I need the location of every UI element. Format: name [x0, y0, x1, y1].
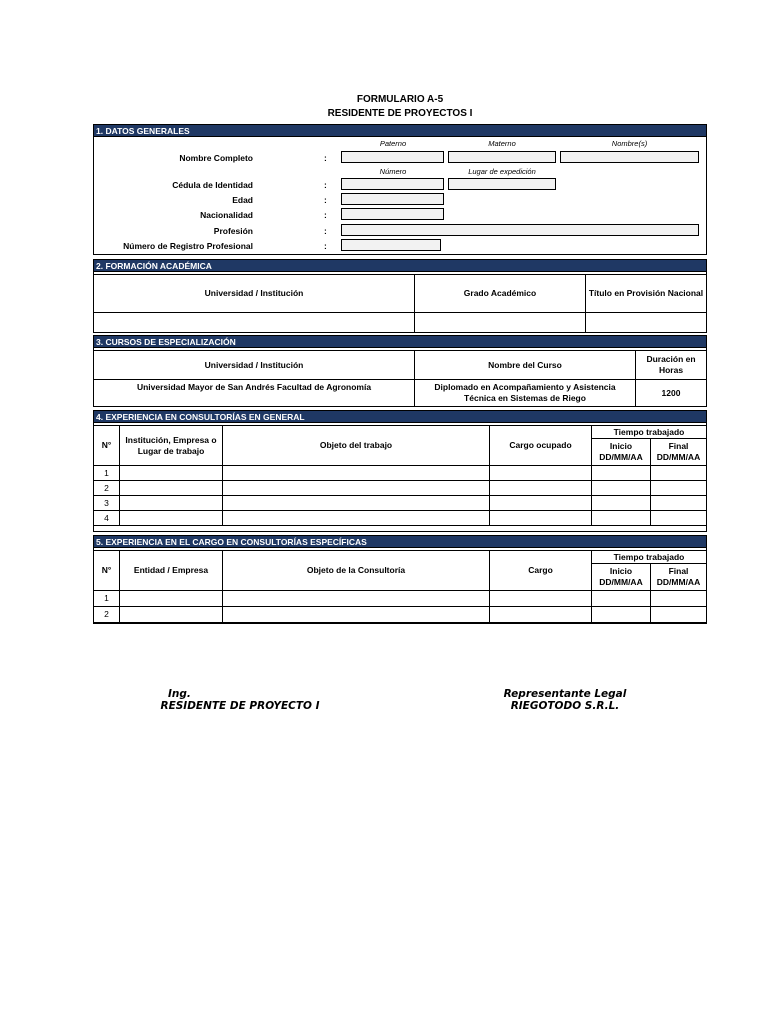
- colon: :: [324, 210, 327, 220]
- header-numero: N°: [94, 551, 120, 591]
- section-cursos-especializacion: [93, 335, 707, 407]
- header-duracion: Duración en Horas: [636, 351, 707, 380]
- header-cargo: Cargo: [490, 551, 592, 591]
- signature-representante: Representante Legal: [503, 688, 627, 700]
- cell-final[interactable]: [651, 591, 707, 607]
- label-nacionalidad: Nacionalidad: [200, 210, 253, 220]
- cell-objeto[interactable]: [223, 466, 490, 481]
- cell-entidad[interactable]: [120, 607, 223, 623]
- sub-numero: Número: [379, 167, 407, 176]
- cell-institucion[interactable]: [120, 511, 223, 526]
- table-row: [94, 511, 707, 526]
- sub-nombres: Nombre(s): [611, 139, 648, 148]
- section-formacion-academica: [93, 259, 707, 333]
- paterno-field[interactable]: [341, 151, 444, 163]
- header-objeto-consultoria: Objeto de la Consultoría: [223, 551, 490, 591]
- header-final: Final DD/MM/AA: [651, 439, 707, 466]
- nombres-field[interactable]: [560, 151, 699, 163]
- cell-inicio[interactable]: [592, 481, 651, 496]
- cell-titulo[interactable]: [586, 313, 707, 333]
- formacion-table: [93, 274, 707, 333]
- label-profesion: Profesión: [213, 226, 253, 236]
- header-titulo-provision: Título en Provisión Nacional: [586, 275, 707, 313]
- section-experiencia-general: [93, 410, 707, 532]
- section-5-header: 5. EXPERIENCIA EN EL CARGO EN CONSULTORÍAS ESPECÍFICAS: [94, 536, 706, 548]
- colon: :: [324, 226, 327, 236]
- section-experiencia-especifica: [93, 535, 707, 624]
- section-1-header: 1. DATOS GENERALES: [94, 125, 706, 137]
- header-nombre-curso: Nombre del Curso: [415, 351, 636, 380]
- sub-materno: Materno: [488, 139, 516, 148]
- header-numero: N°: [94, 426, 120, 466]
- header-inicio: Inicio DD/MM/AA: [592, 564, 651, 591]
- cell-final[interactable]: [651, 466, 707, 481]
- header-tiempo-trabajado: Tiempo trabajado: [592, 551, 707, 564]
- table-row: [94, 607, 707, 623]
- table-row: [94, 591, 707, 607]
- nacionalidad-field[interactable]: [341, 208, 444, 220]
- header-grado: Grado Académico: [415, 275, 586, 313]
- cell-universidad[interactable]: [94, 313, 415, 333]
- cell-cargo[interactable]: [490, 607, 592, 623]
- label-registro-profesional: Número de Registro Profesional: [123, 241, 253, 251]
- row-number: 2: [94, 607, 120, 623]
- row-number: 1: [94, 466, 120, 481]
- table-row: [94, 466, 707, 481]
- edad-field[interactable]: [341, 193, 444, 205]
- cell-cargo[interactable]: [490, 466, 592, 481]
- cell-objeto[interactable]: [223, 511, 490, 526]
- header-entidad: Entidad / Empresa: [120, 551, 223, 591]
- cedula-lugar-field[interactable]: [448, 178, 556, 190]
- cell-cargo[interactable]: [490, 496, 592, 511]
- form-code: FORMULARIO A-5: [356, 94, 444, 105]
- row-number: 3: [94, 496, 120, 511]
- signature-right-title: [445, 688, 685, 712]
- cell-institucion[interactable]: [120, 466, 223, 481]
- signature-left-title: [120, 688, 360, 712]
- header-cargo-ocupado: Cargo ocupado: [490, 426, 592, 466]
- cursos-table: [93, 350, 707, 407]
- cell-inicio[interactable]: [592, 607, 651, 623]
- header-universidad: Universidad / Institución: [94, 275, 415, 313]
- section-datos-generales: [93, 124, 707, 255]
- row-number: 2: [94, 481, 120, 496]
- profesion-field[interactable]: [341, 224, 699, 236]
- cell-entidad[interactable]: [120, 591, 223, 607]
- sub-paterno: Paterno: [379, 139, 407, 148]
- cell-objeto[interactable]: [223, 607, 490, 623]
- form-title: RESIDENTE DE PROYECTOS I: [327, 108, 473, 119]
- cedula-numero-field[interactable]: [341, 178, 444, 190]
- cell-grado[interactable]: [415, 313, 586, 333]
- cell-inicio[interactable]: [592, 496, 651, 511]
- section-3-header: 3. CURSOS DE ESPECIALIZACIÓN: [94, 336, 706, 348]
- signature-residente: RESIDENTE DE PROYECTO I: [160, 700, 320, 712]
- cell-objeto[interactable]: [223, 496, 490, 511]
- registro-profesional-field[interactable]: [341, 239, 441, 251]
- signature-ing: Ing.: [168, 688, 191, 700]
- header-institucion: Institución, Empresa o Lugar de trabajo: [120, 426, 223, 466]
- cell-objeto[interactable]: [223, 481, 490, 496]
- materno-field[interactable]: [448, 151, 556, 163]
- header-objeto-trabajo: Objeto del trabajo: [223, 426, 490, 466]
- cell-inicio[interactable]: [592, 511, 651, 526]
- cell-final[interactable]: [651, 481, 707, 496]
- section-4-header: 4. EXPERIENCIA EN CONSULTORÍAS EN GENERAL: [94, 411, 706, 423]
- cell-inicio[interactable]: [592, 466, 651, 481]
- cell-cargo[interactable]: [490, 511, 592, 526]
- row-number: 1: [94, 591, 120, 607]
- cell-final[interactable]: [651, 496, 707, 511]
- colon: :: [324, 180, 327, 190]
- colon: :: [324, 153, 327, 163]
- label-edad: Edad: [232, 195, 253, 205]
- cell-final[interactable]: [651, 607, 707, 623]
- cell-institucion[interactable]: [120, 481, 223, 496]
- colon: :: [324, 195, 327, 205]
- cell-curso: Diplomado en Acompañamiento y Asistencia Técnica en Sistemas de Riego: [415, 380, 636, 407]
- cell-institucion: Universidad Mayor de San Andrés Facultad de Agronomía: [94, 380, 415, 407]
- row-number: 4: [94, 511, 120, 526]
- cell-horas: 1200: [636, 380, 707, 407]
- experiencia-especifica-table: [93, 550, 707, 623]
- cell-final[interactable]: [651, 511, 707, 526]
- section-2-header: 2. FORMACIÓN ACADÉMICA: [94, 260, 706, 272]
- table-row: [94, 380, 707, 407]
- cell-cargo[interactable]: [490, 481, 592, 496]
- header-tiempo-trabajado: Tiempo trabajado: [592, 426, 707, 439]
- header-inicio: Inicio DD/MM/AA: [592, 439, 651, 466]
- label-cedula: Cédula de Identidad: [172, 180, 253, 190]
- header-final: Final DD/MM/AA: [651, 564, 707, 591]
- table-row: [94, 496, 707, 511]
- table-row: [94, 481, 707, 496]
- cell-cargo[interactable]: [490, 591, 592, 607]
- cell-inicio[interactable]: [592, 591, 651, 607]
- cell-objeto[interactable]: [223, 591, 490, 607]
- label-nombre-completo: Nombre Completo: [179, 153, 253, 163]
- header-universidad: Universidad / Institución: [94, 351, 415, 380]
- sub-lugar-expedicion: Lugar de expedición: [468, 167, 536, 176]
- signature-empresa: RIEGOTODO S.R.L.: [510, 700, 620, 712]
- experiencia-general-table: [93, 425, 707, 526]
- table-row: [94, 313, 707, 333]
- colon: :: [324, 241, 327, 251]
- cell-institucion[interactable]: [120, 496, 223, 511]
